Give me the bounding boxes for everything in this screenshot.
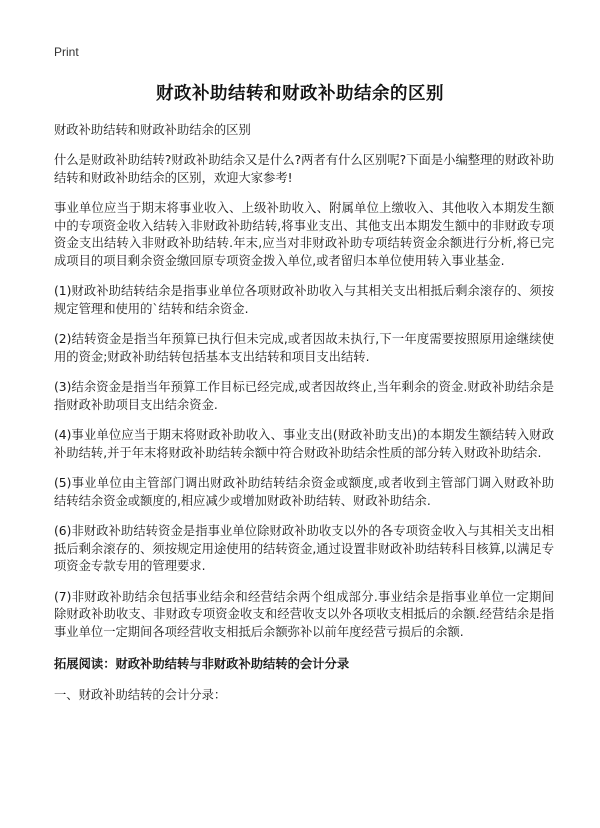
extended-reading-heading: 拓展阅读：财政补助结转与非财政补助结转的会计分录 (54, 657, 350, 671)
page-title: 财政补助结转和财政补助结余的区别 (156, 84, 444, 104)
paragraph-item-6: (6)非财政补助结转资金是指事业单位除财政补助收支以外的各专项资金收入与其相关支出相抵后剩余滚存的、须按规定用途使用的结转资金,通过设置非财政补助结转科目核算,以满足专项资金专款专用的管理要求. (54, 524, 554, 573)
document-body (54, 121, 554, 704)
document-subtitle: 财政补助结转和财政补助结余的区别 (54, 123, 251, 137)
paragraph-item-5: (5)事业单位由主管部门调出财政补助结转结余资金或额度,或者收到主管部门调入财政补助结转结余资金或额度的,相应减少或增加财政补助结转、财政补助结余. (54, 476, 554, 508)
print-link[interactable]: Print (54, 45, 79, 59)
paragraph-item-3: (3)结余资金是指当年预算工作目标已经完成,或者因故终止,当年剩余的资金.财政补助结余是指财政补助项目支出结余资金. (54, 380, 554, 412)
paragraph-item-2: (2)结转资金是指当年预算已执行但未完成,或者因故未执行,下一年度需要按照原用途继续使用的资金;财政补助结转包括基本支出结转和项目支出结转. (54, 332, 554, 364)
paragraph-overview: 事业单位应当于期末将事业收入、上级补助收入、附属单位上缴收入、其他收入本期发生额中的专项资金收入结转入非财政补助结转,将事业支出、其他支出本期发生额中的非财政专项资金支出结转入非财政补助结转.年末,应当对非财政补助专项结转资金余额进行分析,将已完成项目的项目剩余资金缴回原专项资金拨入单位,或者留归本单位使用转入事业基金. (54, 201, 554, 268)
paragraph-item-1: (1)财政补助结转结余是指事业单位各项财政补助收入与其相关支出相抵后剩余滚存的、须按规定管理和使用的`结转和结余资金. (54, 284, 554, 316)
section-heading: 一、财政补助结转的会计分录： (54, 688, 227, 702)
paragraph-intro: 什么是财政补助结转?财政补助结余又是什么?两者有什么区别呢?下面是小编整理的财政补助结转和财政补助结余的区别，欢迎大家参考! (54, 153, 554, 185)
paragraph-item-4: (4)事业单位应当于期末将财政补助收入、事业支出(财政补助支出)的本期发生额结转入财政补助结转,并于年末将财政补助结转余额中符合财政补助结余性质的部分转入财政补助结余. (54, 428, 554, 460)
paragraph-item-7: (7)非财政补助结余包括事业结余和经营结余两个组成部分.事业结余是指事业单位一定期间除财政补助收支、非财政专项资金收支和经营收支以外各项收支相抵后的余额.经营结余是指事业单位一定期间各项经营收支相抵后余额弥补以前年度经营亏损后的余额. (54, 589, 554, 639)
